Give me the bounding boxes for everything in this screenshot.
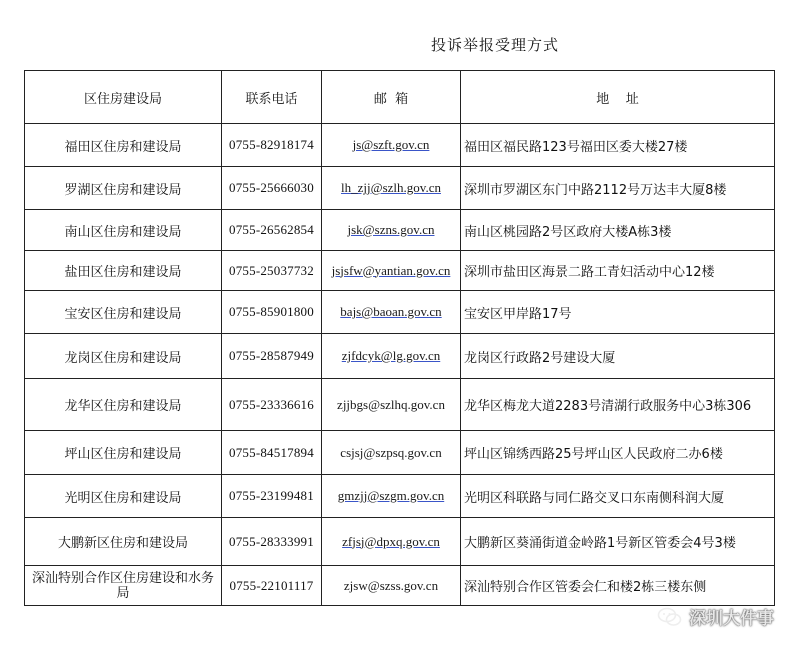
- phone-number: 0755-28587949: [222, 334, 322, 379]
- email-link[interactable]: bajs@baoan.gov.cn: [340, 304, 442, 319]
- address: 深圳市盐田区海景二路工青妇活动中心12楼: [461, 251, 775, 291]
- address: 大鹏新区葵涌街道金岭路1号新区管委会4号3楼: [461, 518, 775, 566]
- address: 福田区福民路123号福田区委大楼27楼: [461, 124, 775, 167]
- bureau-name: 大鹏新区住房和建设局: [25, 518, 222, 566]
- bureau-name: 福田区住房和建设局: [25, 124, 222, 167]
- address: 龙华区梅龙大道2283号清湖行政服务中心3栋306: [461, 379, 775, 431]
- address: 龙岗区行政路2号建设大厦: [461, 334, 775, 379]
- table-row: [25, 334, 775, 379]
- table-row: [25, 210, 775, 251]
- page-title: 投诉举报受理方式: [430, 36, 559, 54]
- email-link[interactable]: lh_zjj@szlh.gov.cn: [341, 180, 441, 195]
- email-text: zjsw@szss.gov.cn: [343, 577, 439, 593]
- address: 光明区科联路与同仁路交叉口东南侧科润大厦: [461, 475, 775, 518]
- header-email: 邮 箱: [322, 71, 461, 124]
- email-link[interactable]: js@szft.gov.cn: [352, 137, 430, 152]
- email-link[interactable]: zjfdcyk@lg.gov.cn: [341, 348, 441, 363]
- watermark-text: 深圳大件事: [689, 609, 774, 629]
- table-row: [25, 251, 775, 291]
- bureau-name: 龙岗区住房和建设局: [25, 334, 222, 379]
- email-text: csjsj@szpsq.gov.cn: [340, 444, 442, 460]
- email-link[interactable]: jsjsfw@yantian.gov.cn: [331, 262, 451, 278]
- bureau-name: 盐田区住房和建设局: [25, 251, 222, 291]
- phone-number: 0755-84517894: [222, 431, 322, 475]
- phone-number: 0755-25666030: [222, 167, 322, 210]
- bureau-name: 南山区住房和建设局: [25, 210, 222, 251]
- phone-number: 0755-25037732: [222, 251, 322, 291]
- email-link[interactable]: jsk@szns.gov.cn: [347, 222, 435, 237]
- address: 深汕特别合作区管委会仁和楼2栋三楼东侧: [461, 566, 775, 606]
- table-row: [25, 475, 775, 518]
- phone-number: 0755-82918174: [222, 124, 322, 167]
- table-row: [25, 518, 775, 566]
- table-row: [25, 379, 775, 431]
- email-text: zjjbgs@szlhq.gov.cn: [337, 396, 445, 412]
- table-row: [25, 167, 775, 210]
- table-row: [25, 431, 775, 475]
- address: 坪山区锦绣西路25号坪山区人民政府二办6楼: [461, 431, 775, 475]
- table-header-row: [25, 71, 775, 124]
- email-link[interactable]: gmzjj@szgm.gov.cn: [337, 488, 445, 503]
- phone-number: 0755-23199481: [222, 475, 322, 518]
- phone-number: 0755-28333991: [222, 518, 322, 566]
- phone-number: 0755-85901800: [222, 291, 322, 334]
- table-row: [25, 566, 775, 606]
- wechat-icon: [657, 607, 683, 627]
- header-phone: 联系电话: [222, 71, 322, 124]
- bureau-name: 坪山区住房和建设局: [25, 431, 222, 475]
- bureau-name: 宝安区住房和建设局: [25, 291, 222, 334]
- address: 深圳市罗湖区东门中路2112号万达丰大厦8楼: [461, 167, 775, 210]
- phone-number: 0755-23336616: [222, 379, 322, 431]
- phone-number: 0755-22101117: [222, 566, 322, 606]
- phone-number: 0755-26562854: [222, 210, 322, 251]
- header-address: 地 址: [461, 71, 775, 124]
- bureau-name: 龙华区住房和建设局: [25, 379, 222, 431]
- watermark: [657, 604, 774, 629]
- table-row: [25, 291, 775, 334]
- address: 宝安区甲岸路17号: [461, 291, 775, 334]
- bureau-name: 深汕特别合作区住房建设和水务局: [25, 566, 222, 606]
- header-bureau: 区住房建设局: [25, 71, 222, 124]
- bureau-name: 罗湖区住房和建设局: [25, 167, 222, 210]
- table-row: [25, 124, 775, 167]
- address: 南山区桃园路2号区政府大楼A栋3楼: [461, 210, 775, 251]
- complaint-contacts-table: [24, 70, 775, 606]
- bureau-name: 光明区住房和建设局: [25, 475, 222, 518]
- email-link[interactable]: zfjsj@dpxq.gov.cn: [342, 533, 440, 549]
